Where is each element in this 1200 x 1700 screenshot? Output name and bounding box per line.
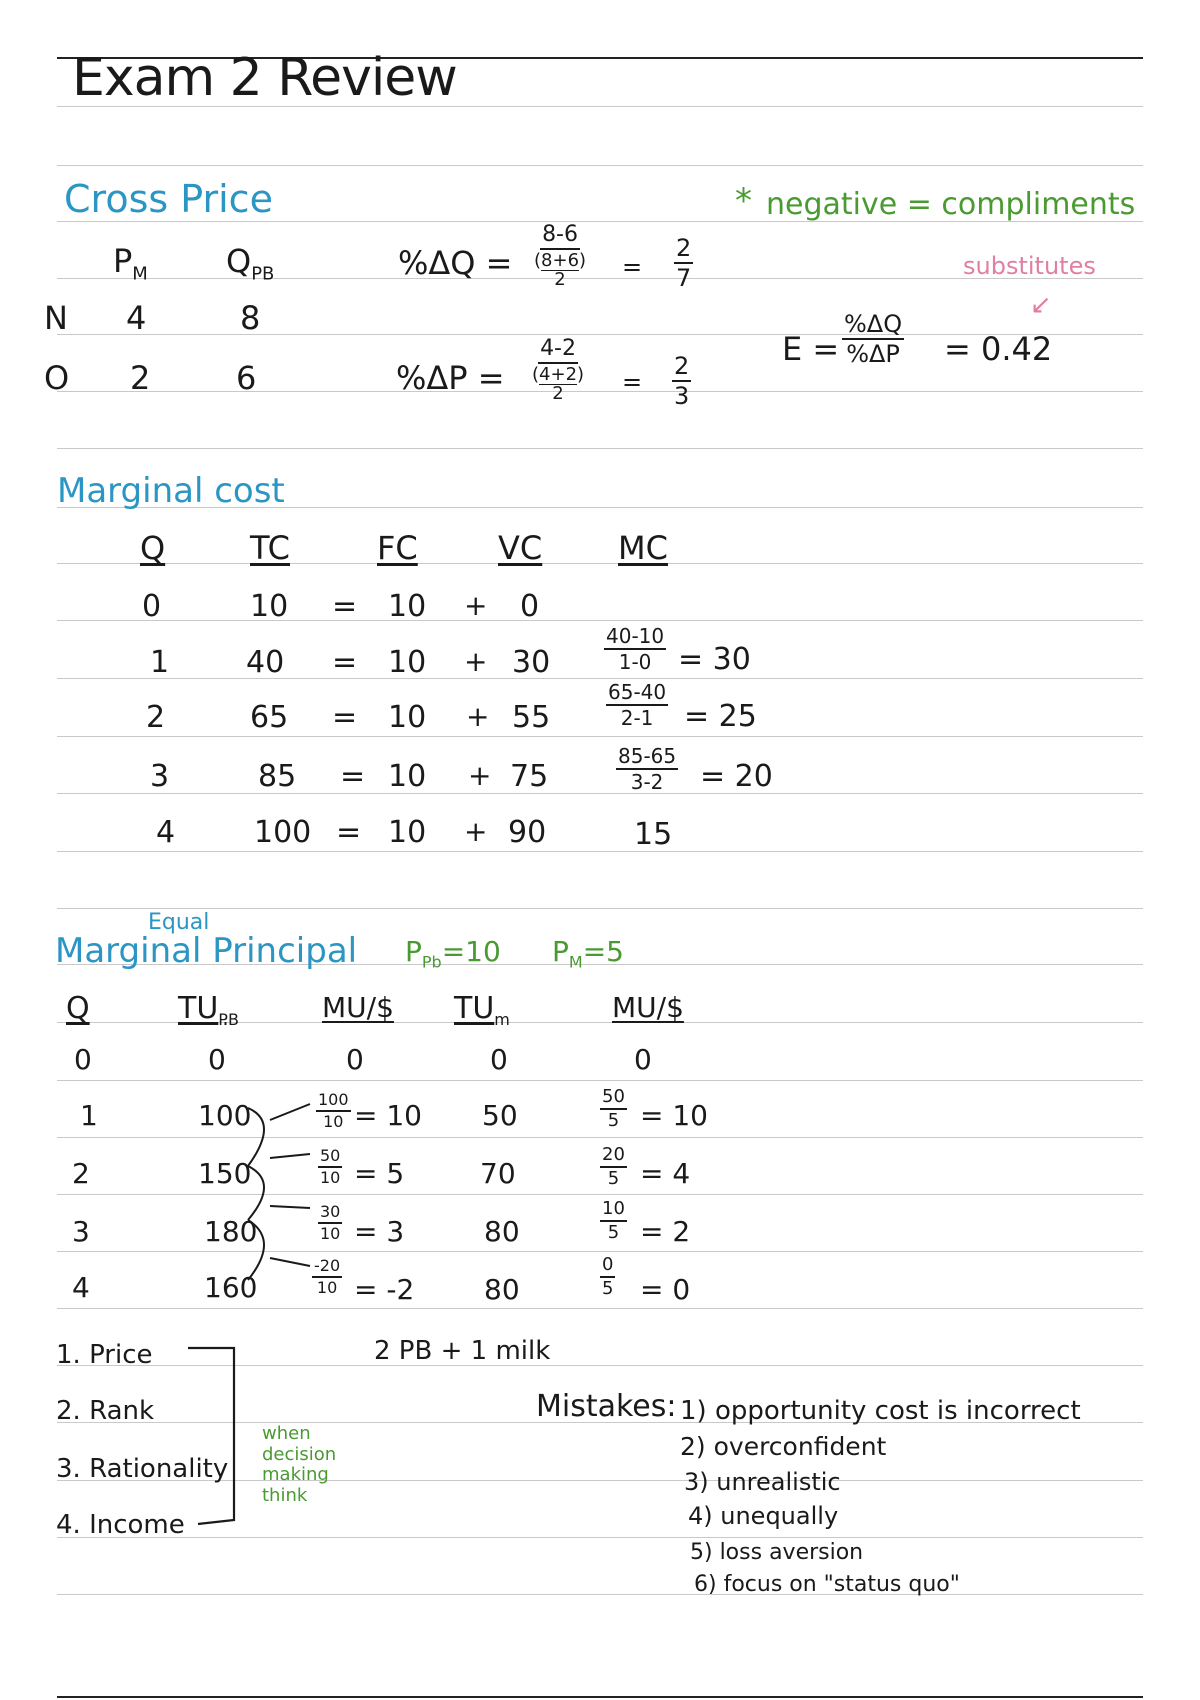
mc-header-fc: FC	[377, 529, 418, 567]
notebook-rule	[57, 1080, 1143, 1081]
price-pb: $P_{Pb}=10$	[405, 935, 501, 972]
mp-cell-q: 3	[72, 1215, 90, 1248]
mp-cell-tupb: 150	[198, 1157, 252, 1190]
mc-cell-vc: 55	[512, 700, 551, 735]
mp-cell-mu-fraction: $\frac{50}{10}$	[320, 1146, 341, 1187]
pct-change-q-equals: =	[622, 253, 643, 281]
mp-cell-mum-fraction: $\frac{0}{5}$	[602, 1254, 614, 1299]
mc-cell-fraction: $\frac{85-65}{3-2}$	[618, 744, 677, 794]
mc-cell-q: 0	[142, 589, 162, 624]
mc-cell-tc: 100	[254, 815, 312, 850]
mc-cell-value: = 25	[684, 699, 757, 734]
cell-pm-n: 4	[126, 299, 147, 337]
mp-header-tum: $TU_m$	[454, 991, 510, 1029]
mp-cell-q: 1	[80, 1099, 98, 1132]
mc-cell-tc: 40	[246, 645, 285, 680]
factors-note-line: decision	[262, 1443, 337, 1465]
pct-change-p-equals: =	[622, 368, 643, 396]
mp-header-q: Q	[66, 991, 90, 1026]
mc-cell-q: 4	[156, 815, 176, 850]
mp-cell-mum-value: 0	[634, 1043, 652, 1076]
mc-cell-vc: 90	[508, 815, 547, 850]
mc-cell-q: 1	[150, 645, 170, 680]
mc-cell-value: 15	[634, 817, 673, 852]
notebook-rule	[57, 165, 1143, 166]
mistake-item: 3) unrealistic	[684, 1468, 841, 1496]
mc-cell-vc: 75	[510, 759, 549, 794]
mc-cell-tc: 85	[258, 759, 297, 794]
mc-cell-fc: 10	[388, 815, 427, 850]
bottom-rule	[57, 1696, 1143, 1698]
mp-header-mu-pb: MU/$	[322, 991, 394, 1024]
notebook-rule	[57, 1594, 1143, 1595]
mc-cell-tc: 65	[250, 700, 289, 735]
mp-cell-q: 4	[72, 1271, 90, 1304]
mp-cell-mu-value: = 3	[354, 1215, 405, 1248]
mc-cell-vc: 30	[512, 645, 551, 680]
row-label-n: N	[44, 299, 68, 337]
pct-change-q-fraction: 8-6 ( $\frac{8+6}{2}$ )	[534, 222, 587, 290]
mp-cell-tum: 80	[484, 1215, 520, 1248]
mc-cell-value: = 20	[700, 759, 773, 794]
mp-cell-mu-value: = -2	[354, 1273, 415, 1306]
mc-cell-fc: 10	[388, 589, 427, 624]
mp-cell-mum-fraction: $\frac{50}{5}$	[602, 1086, 625, 1131]
factors-bracket	[184, 1344, 244, 1528]
mp-header-tupb: $TU_{PB}$	[178, 991, 239, 1029]
elasticity-fraction: $\frac{\%\Delta Q}{\%\Delta P}$	[844, 310, 903, 368]
cell-pm-o: 2	[130, 359, 151, 397]
factor-item: 1. Price	[56, 1340, 153, 1370]
mc-cell-eq: =	[332, 700, 358, 735]
mp-cell-mu-value: = 10	[354, 1099, 422, 1132]
mc-cell-plus: +	[464, 589, 488, 622]
mp-cell-tupb: 180	[204, 1215, 258, 1248]
elasticity-result: = 0.42	[944, 330, 1053, 368]
notebook-rule	[57, 1194, 1143, 1195]
marginal-cost-heading: Marginal cost	[57, 471, 285, 511]
pct-change-p-label: %ΔP =	[396, 359, 505, 397]
mp-cell-tum: 50	[482, 1099, 518, 1132]
notebook-rule	[57, 736, 1143, 737]
mc-cell-fraction: $\frac{40-10}{1-0}$	[606, 624, 665, 674]
mc-cell-tc: 10	[250, 589, 289, 624]
factors-note-line: think	[262, 1485, 308, 1507]
col-qpb-header: $Q_{PB}$	[226, 242, 275, 285]
marginal-principal-heading: Marginal Principal	[55, 931, 358, 971]
mp-cell-mum-fraction: $\frac{10}{5}$	[602, 1198, 625, 1243]
mp-cell-mu-value: 0	[346, 1043, 364, 1076]
mp-cell-mum-value: = 10	[640, 1099, 708, 1132]
pct-change-p-result: $\frac{2}{3}$	[674, 352, 690, 410]
equal-annotation: Equal	[148, 910, 210, 935]
negative-compliments-note: negative = compliments	[766, 187, 1136, 222]
mp-cell-mu-fraction: $\frac{100}{10}$	[318, 1090, 349, 1131]
mp-header-mu-m: MU/$	[612, 991, 684, 1024]
notebook-rule	[57, 908, 1143, 909]
notebook-rule	[57, 678, 1143, 679]
mc-header-q: Q	[140, 529, 166, 567]
price-m: $P_M=5$	[552, 935, 624, 972]
mp-cell-mu-value: = 5	[354, 1157, 405, 1190]
notebook-rule	[57, 1537, 1143, 1538]
pct-change-q-result: $\frac{2}{7}$	[676, 234, 692, 292]
mc-cell-eq: =	[332, 645, 358, 680]
mc-cell-fc: 10	[388, 700, 427, 735]
factors-note-line: when	[262, 1423, 311, 1444]
mc-cell-q: 3	[150, 759, 170, 794]
mp-cell-mum-fraction: $\frac{20}{5}$	[602, 1144, 625, 1189]
col-pm-header: $P_M$	[113, 242, 148, 285]
mistake-item: 4) unequally	[688, 1502, 839, 1530]
mistakes-label: Mistakes:	[536, 1389, 677, 1424]
optimal-bundle: 2 PB + 1 milk	[374, 1336, 551, 1366]
mistake-item: 1) opportunity cost is incorrect	[680, 1396, 1081, 1426]
cell-qpb-o: 6	[236, 359, 257, 397]
mc-header-vc: VC	[498, 529, 543, 567]
factors-note	[262, 1424, 336, 1507]
mc-cell-value: = 30	[678, 642, 751, 677]
mc-cell-q: 2	[146, 700, 166, 735]
factor-item: 4. Income	[56, 1510, 185, 1540]
notebook-rule	[57, 563, 1143, 564]
factors-note-line: making	[262, 1464, 329, 1486]
mc-cell-eq: =	[332, 589, 358, 624]
mp-cell-tupb: 100	[198, 1099, 252, 1132]
mp-cell-mum-value: = 4	[640, 1157, 691, 1190]
mc-cell-plus: +	[466, 700, 490, 733]
mc-cell-plus: +	[464, 645, 488, 678]
mc-cell-vc: 0	[520, 589, 540, 624]
mistake-item: 6) focus on "status quo"	[694, 1572, 960, 1597]
factor-item: 2. Rank	[56, 1396, 155, 1426]
mc-header-mc: MC	[618, 529, 668, 567]
cell-qpb-n: 8	[240, 299, 261, 337]
cross-price-heading: Cross Price	[64, 177, 273, 221]
mc-cell-eq: =	[340, 759, 366, 794]
notebook-rule	[57, 793, 1143, 794]
mc-cell-fc: 10	[388, 759, 427, 794]
mp-cell-tum: 0	[490, 1043, 508, 1076]
mp-cell-tupb: 0	[208, 1043, 226, 1076]
substitutes-note: substitutes	[963, 252, 1096, 280]
notebook-rule	[57, 620, 1143, 621]
pct-change-p-fraction: 4-2 ( $\frac{4+2}{2}$ )	[532, 336, 585, 404]
mc-cell-plus: +	[468, 759, 492, 792]
notebook-rule	[57, 1251, 1143, 1252]
mp-cell-q: 2	[72, 1157, 90, 1190]
mp-cell-tupb: 160	[204, 1271, 258, 1304]
factor-item: 3. Rationality	[56, 1454, 229, 1484]
notebook-rule	[57, 1308, 1143, 1309]
elasticity-label: E =	[782, 330, 840, 368]
arrow-icon: ↙	[1030, 290, 1052, 320]
mc-cell-plus: +	[464, 815, 488, 848]
mc-header-tc: TC	[250, 529, 291, 567]
star-mark: *	[735, 181, 752, 221]
notebook-rule	[57, 448, 1143, 449]
notebook-rule	[57, 391, 1143, 392]
difference-arrows	[240, 1090, 320, 1300]
pct-change-q-label: %ΔQ =	[398, 244, 513, 282]
mp-cell-mu-fraction: $\frac{-20}{10}$	[314, 1256, 341, 1297]
mp-cell-tum: 70	[480, 1157, 516, 1190]
mc-cell-eq: =	[336, 815, 362, 850]
mistake-item: 2) overconfident	[680, 1432, 887, 1461]
mp-cell-mum-value: = 2	[640, 1215, 691, 1248]
mp-cell-q: 0	[74, 1043, 92, 1076]
mp-cell-mu-fraction: $\frac{30}{10}$	[320, 1202, 341, 1243]
mp-cell-tum: 80	[484, 1273, 520, 1306]
mistake-item: 5) loss aversion	[690, 1540, 864, 1565]
mc-cell-fc: 10	[388, 645, 427, 680]
row-label-o: O	[44, 359, 70, 397]
notebook-rule	[57, 851, 1143, 852]
mp-cell-mum-value: = 0	[640, 1273, 691, 1306]
notebook-rule	[57, 1137, 1143, 1138]
mc-cell-fraction: $\frac{65-40}{2-1}$	[608, 680, 667, 730]
page-title: Exam 2 Review	[72, 48, 457, 108]
